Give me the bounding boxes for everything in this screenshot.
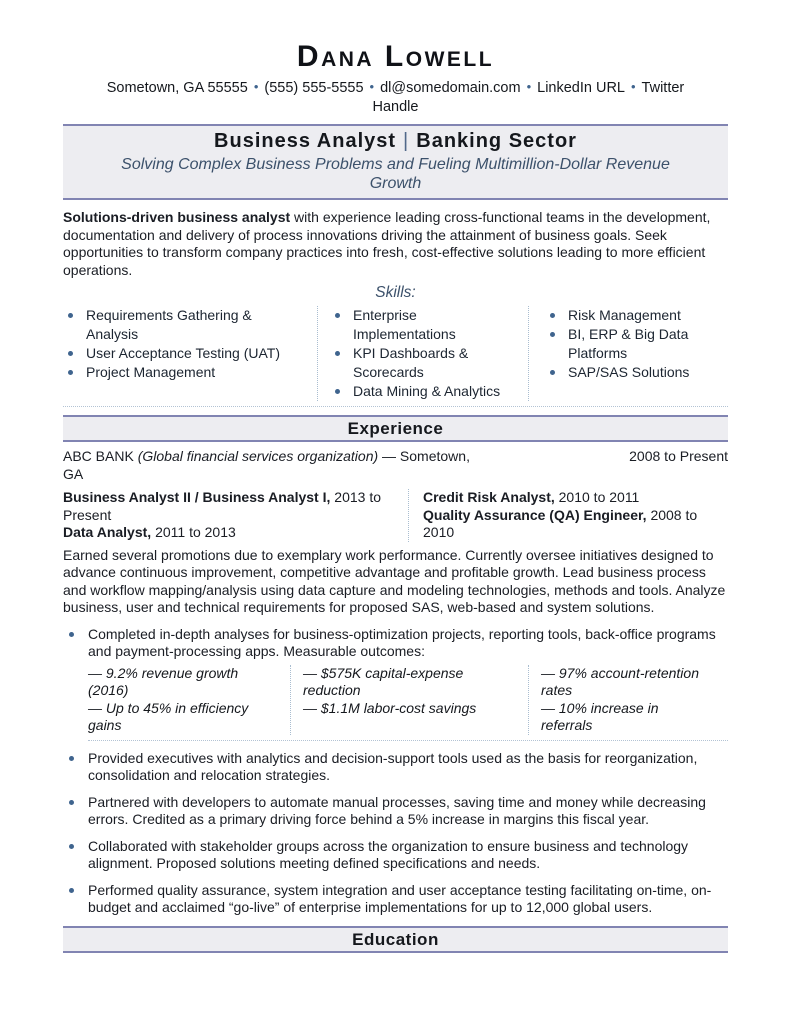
bullet-text: Collaborated with stakeholder groups across the organization to ensure business and technology alignment. Proposed solutions meeting defined specifications and needs. <box>88 837 689 871</box>
bullet-separator-icon: • <box>253 79 259 94</box>
title-banner <box>63 124 728 200</box>
skill-label: User Acceptance Testing (UAT) <box>86 345 281 361</box>
outcome-item: — 9.2% revenue growth (2016) <box>88 664 239 698</box>
role-dates: 2013 to Present <box>63 489 381 523</box>
outcomes-table <box>88 665 728 741</box>
skill-label: Enterprise Implementations <box>353 307 456 342</box>
skill-label: SAP/SAS Solutions <box>568 364 690 380</box>
employer-info <box>63 448 475 483</box>
skill-label: Requirements Gathering & Analysis <box>86 307 252 342</box>
role-title: Business Analyst II / Business Analyst I, <box>63 489 331 505</box>
outcome-item: — 97% account-retention rates <box>541 664 699 698</box>
skills-label: Skills: <box>375 284 416 301</box>
skill-item <box>63 363 301 382</box>
bullet-text: Partnered with developers to automate manual processes, saving time and money while decreasing errors. Credited as a primary driving force behind a 5% increase in margins this fiscal year. <box>88 793 706 827</box>
bullet-item <box>63 838 728 873</box>
job-title <box>83 129 708 154</box>
role-dates: 2008 to 2010 <box>423 506 698 540</box>
contact-email: dl@somedomain.com <box>380 80 521 96</box>
skill-item <box>545 363 728 382</box>
bullet-icon <box>335 351 340 356</box>
outcome-item: — $575K capital-expense reduction <box>303 664 464 698</box>
skills-table <box>63 306 728 407</box>
role-entry <box>423 507 728 542</box>
bullet-icon <box>68 351 73 356</box>
employer-row <box>63 448 728 483</box>
outcome-item: — $1.1M labor-cost savings <box>303 699 477 716</box>
bullet-text: Provided executives with analytics and decision-support tools used as the basis for reorganization, consolidation and relocation strategies. <box>88 749 698 783</box>
bullet-text: Completed in-depth analyses for business-optimization projects, reporting tools, back-office programs and payment-processing apps. Measurable outcomes: <box>88 625 716 659</box>
skill-label: KPI Dashboards & Scorecards <box>353 345 469 380</box>
bullet-icon <box>68 370 73 375</box>
job-title-role: Business Analyst <box>214 130 397 152</box>
bullet-icon <box>69 800 74 805</box>
contact-linkedin: LinkedIn URL <box>537 80 625 96</box>
bullet-icon <box>69 632 74 637</box>
role-entry <box>63 489 394 524</box>
role-dates: 2010 to 2011 <box>558 489 640 505</box>
experience-section-header: Experience <box>63 415 728 442</box>
contact-phone: (555) 555-5555 <box>264 80 364 96</box>
employer-dates: 2008 to Present <box>629 448 728 464</box>
tagline: Solving Complex Business Problems and Fueling Multimillion-Dollar Revenue Growth <box>121 156 670 192</box>
skill-item <box>330 344 520 382</box>
role-entry <box>423 489 728 507</box>
skill-label: Risk Management <box>568 307 681 323</box>
bullet-text: Performed quality assurance, system integration and user acceptance testing facilitating on-time, on-budget and acclaimed “go-live” of enterprise implementations for up to 12,000 global users. <box>88 881 712 915</box>
employer-name: ABC BANK <box>63 448 134 464</box>
outcome-item: — 10% increase in referrals <box>541 699 659 733</box>
outcomes-column-1 <box>88 665 290 735</box>
skill-item <box>63 344 301 363</box>
skill-item <box>545 306 728 325</box>
bullet-item <box>63 794 728 829</box>
bullet-icon <box>335 313 340 318</box>
bullet-body <box>88 626 728 741</box>
bullet-icon <box>69 756 74 761</box>
role-title: Quality Assurance (QA) Engineer, <box>423 506 647 523</box>
bullet-icon <box>69 844 74 849</box>
roles-column-left <box>63 489 408 542</box>
contact-twitter: Twitter Handle <box>372 80 685 115</box>
skill-item <box>545 325 728 363</box>
skill-label: BI, ERP & Big Data Platforms <box>568 326 689 361</box>
bullet-icon <box>69 888 74 893</box>
skills-column-2 <box>317 306 528 401</box>
roles-table <box>63 489 728 542</box>
bullet-icon <box>68 313 73 318</box>
bullet-item <box>63 750 728 785</box>
candidate-name: Dana Lowell <box>296 40 495 73</box>
employer-location: — Sometown, GA <box>63 448 470 482</box>
banner-pipe: | <box>403 130 410 152</box>
outcomes-column-3 <box>528 665 728 735</box>
overview-paragraph: Earned several promotions due to exemplary work performance. Currently oversee initiatives designed to advance continuous improvement, competitive advantage and profitable growth. Lead business process and workflow mapping/analysis using data capture and modeling technologies, methods and tools. Analyze business, user and technical requirements for proposed SAS, web-based and system solutions. <box>63 546 726 615</box>
bullet-separator-icon: • <box>526 79 532 94</box>
bullet-item <box>63 882 728 917</box>
education-section-header: Education <box>63 926 728 953</box>
skill-item <box>330 306 520 344</box>
bullet-icon <box>550 370 555 375</box>
bullet-list <box>63 626 728 917</box>
bullet-icon <box>550 332 555 337</box>
contact-line <box>93 78 698 116</box>
skill-label: Data Mining & Analytics <box>353 383 501 399</box>
bullet-separator-icon: • <box>369 79 375 94</box>
summary-paragraph <box>63 209 728 279</box>
outcome-item: — Up to 45% in efficiency gains <box>88 699 249 733</box>
skill-label: Project Management <box>86 364 216 380</box>
job-title-sector: Banking Sector <box>416 130 577 152</box>
employer-description: (Global financial services organization) <box>137 448 379 464</box>
role-title: Credit Risk Analyst, <box>423 489 555 505</box>
skills-column-1 <box>63 306 317 401</box>
skill-item <box>330 382 520 401</box>
role-title: Data Analyst, <box>63 524 152 540</box>
bullet-item <box>63 626 728 741</box>
summary-lead: Solutions-driven business analyst <box>63 209 291 225</box>
skill-item <box>63 306 301 344</box>
summary-text: with experience leading cross-functional teams in the development, documentation and delivery of process innovations driving the attainment of business goals. Seek opportunities to transform company practices into fresh, cost-effective solutions leading to more efficient operations. <box>63 209 711 278</box>
role-entry <box>63 524 394 542</box>
contact-location: Sometown, GA 55555 <box>106 80 248 96</box>
skills-column-3 <box>528 306 728 401</box>
bullet-separator-icon: • <box>630 79 636 94</box>
bullet-icon <box>550 313 555 318</box>
outcomes-column-2 <box>290 665 528 735</box>
role-dates: 2011 to 2013 <box>155 524 236 540</box>
bullet-icon <box>335 389 340 394</box>
roles-column-right <box>408 489 728 542</box>
